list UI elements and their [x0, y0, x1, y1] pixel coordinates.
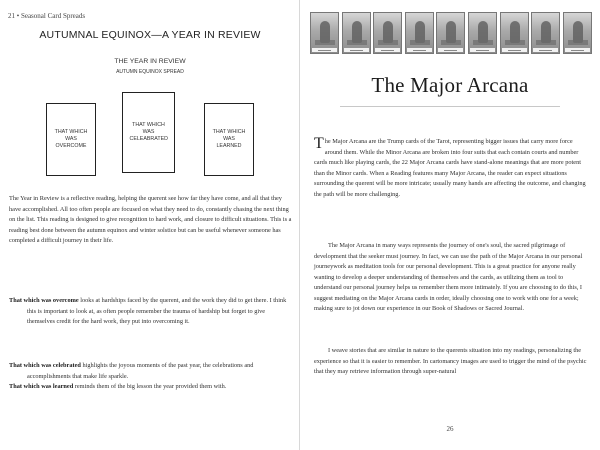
definition-celebrated [9, 361, 293, 382]
tarot-card-image [531, 12, 560, 54]
definition-text: highlights the joyous moments of the past year, the celebrations and accomplishments that make life sparkle. [27, 362, 254, 380]
section-title: AUTUMNAL EQUINOX—A YEAR IN REVIEW [39, 29, 261, 41]
paragraph-1 [314, 137, 590, 200]
title-divider [340, 106, 560, 107]
drop-cap: T [314, 135, 324, 152]
tarot-card-image [373, 12, 402, 54]
definition-text: looks at hardships faced by the querent, and the work they did to get there. I think this is important to look at, as often people remember the trauma of hardship but forget to give themselves credit for the hard work, they put into overcoming it. [27, 297, 287, 326]
spread-card-celebrated [122, 92, 175, 173]
chapter-title: The Major Arcana [371, 73, 529, 97]
definition-overcome [9, 296, 293, 328]
tarot-card-image [342, 12, 371, 54]
definition-term: That which was overcome [9, 297, 79, 304]
definition-term: That which was learned [9, 383, 74, 390]
page-number: 26 [446, 425, 454, 433]
tarot-card-image [405, 12, 434, 54]
intro-paragraph: The Year in Review is a reflective reading, helping the querent see how far they have come, and all that they have accomplished. All too often people are focused on what they need to do, constantly chasing the next thing on the list. This reading is designed to give recognition to hard work, and closure to difficult situations. This is a reading best done between the autumn equinox and winter solstice but can be useful whenever someone has completed a difficult journey in their life. [9, 195, 292, 245]
tarot-card-strip [310, 12, 594, 60]
tarot-card-image [563, 12, 592, 54]
spread-diagram-subtitle: AUTUMN EQUINOX SPREAD [116, 69, 184, 75]
spread-card-label: THAT WHICH WAS CELEABRATED [129, 122, 168, 142]
tarot-card-image [500, 12, 529, 54]
tarot-card-image [310, 12, 339, 54]
tarot-card-image [468, 12, 497, 54]
tarot-card-image [436, 12, 465, 54]
definition-learned [9, 382, 293, 393]
running-head: 21 • Seasonal Card Spreads [8, 12, 86, 20]
paragraph-3: I weave stories that are similar in nature to the querents situation into my readings, personalizing the experience so that it is easier to remember. In cartomancy images are used to trigger the mind of the psychic that they may retrieve information through super-natural [314, 347, 587, 375]
definition-text: reminds them of the big lesson the year provided them with. [73, 383, 227, 390]
spread-card-label: THAT WHICH WAS OVERCOME [54, 129, 88, 149]
right-page [300, 0, 600, 450]
spread-card-label: THAT WHICH WAS LEARNED [212, 129, 246, 149]
definition-term: That which was celebrated [9, 362, 81, 369]
paragraph-1-text: he Major Arcana are the Trump cards of the Tarot, representing bigger issues that carry more force around them. While the Minor Arcana are broken into four suits that each contain courts and number cards much like playing cards, the 22 Major Arcana cards have stand-alone meanings that are more potent than the Minor cards. When a Reading features many Major Arcana, the reader can expect situations surrounding the querent will be more intricate; usually many hands are affecting the outcome, and changing the path will be more challenging. [314, 138, 586, 198]
paragraph-2: The Major Arcana in many ways represents the journey of one's soul, the sacred pilgrimage of development that the seeker must journey. In fact, we can use the path of the Major Arcana in our personal journeywork as meditation tools for our personal development. This is a great practice for anyone really wanting to develop a deeper understanding of themselves and the cards, as utilizing them as tool to understand our personal journey helps us remember them more intimately. If you are choosing to do this, I suggest mediating on the Major Arcana cards in order, ideally choosing one to work with one for a week; making sure to jot down our experience in our Book of Shadows or Sacred Journal. [314, 242, 583, 312]
spread-card-overcome [46, 103, 96, 176]
spread-diagram-title: THE YEAR IN REVIEW [114, 58, 186, 65]
spread-card-learned [204, 103, 254, 176]
